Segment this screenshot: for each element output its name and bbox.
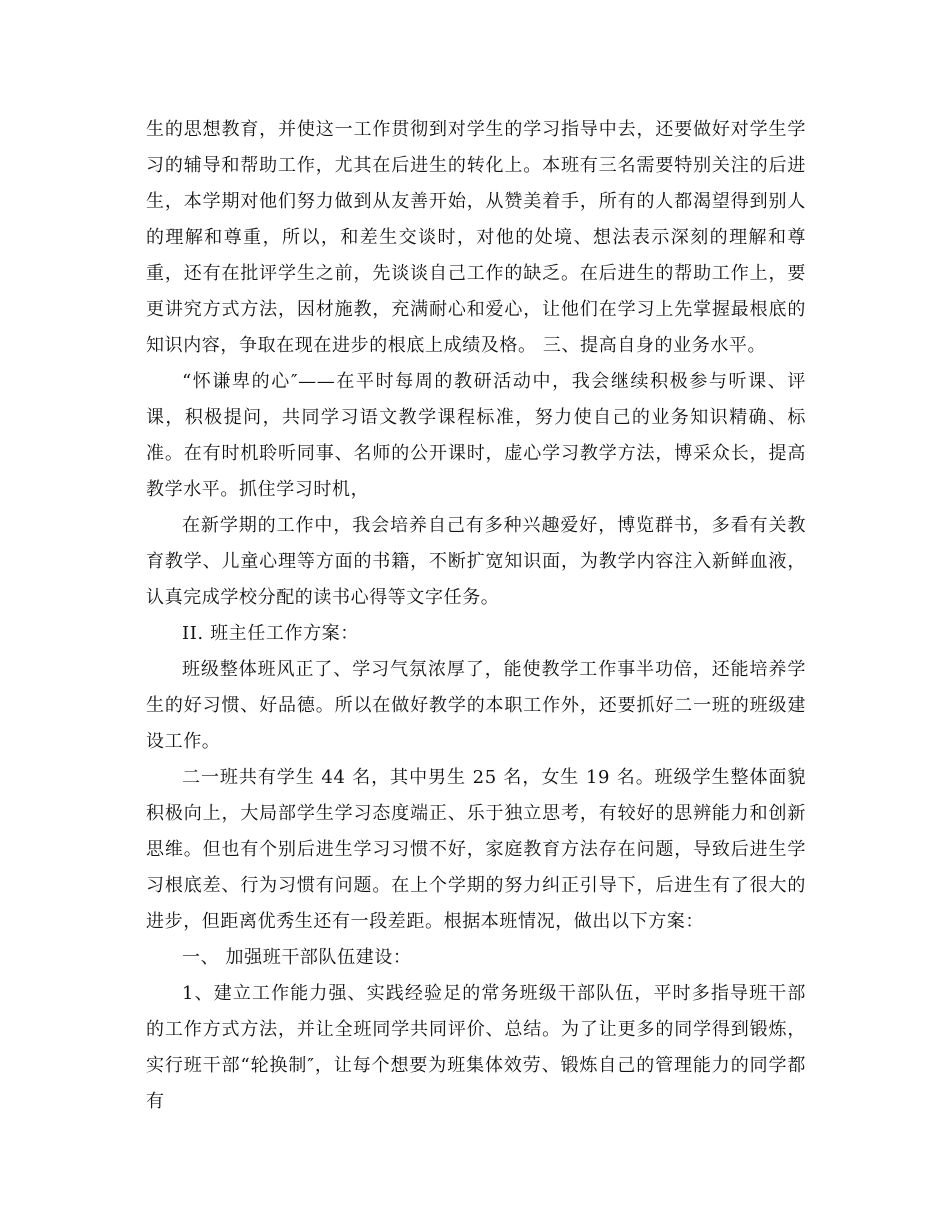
- subheading-class-cadre: 一、 加强班干部队伍建设：: [182, 947, 412, 968]
- paragraph-reading-plan: 在新学期的工作中，我会培养自己有多种兴趣爱好，博览群书，多看有关教育教学、儿童心理等方面的书籍，不断扩宽知识面，为教学内容注入新鲜血液，认真完成学校分配的读书心得等文字任务。: [146, 515, 806, 608]
- paragraph-class-overview: 二一班共有学生 44 名，其中男生 25 名，女生 19 名。班级学生整体面貌积极向上，大局部学生学习态度端正、乐于独立思考，有较好的思辨能力和创新思维。但也有个别后进生学习习惯不好，家庭教育方法存在问题，导致后进生学习根底差、行为习惯有问题。在上个学期的努力纠正引导下，后进生有了很大的进步，但距离优秀生还有一段差距。根据本班情况，做出以下方案：: [146, 767, 806, 932]
- paragraph-student-guidance: 生的思想教育，并使这一工作贯彻到对学生的学习指导中去，还要做好对学生学习的辅导和帮助工作，尤其在后进生的转化上。本班有三名需要特别关注的后进生，本学期对他们努力做到从友善开始，从赞美着手，所有的人都渴望得到别人的理解和尊重，所以，和差生交谈时，对他的处境、想法表示深刻的理解和尊重，还有在批评学生之前，先谈谈自己工作的缺乏。在后进生的帮助工作上，要更讲究方式方法，因材施教，充满耐心和爱心，让他们在学习上先掌握最根底的知识内容，争取在现在进步的根底上成绩及格。 三、提高自身的业务水平。: [146, 119, 806, 356]
- paragraph-class-atmosphere: 班级整体班风正了、学习气氛浓厚了，能使教学工作事半功倍，还能培养学生的好习惯、好品德。所以在做好教学的本职工作外，还要抓好二一班的班级建设工作。: [146, 659, 806, 752]
- paragraph-cadre-team: 1、建立工作能力强、实践经验足的常务班级干部队伍，平时多指导班干部的工作方式方法，并让全班同学共同评价、总结。为了让更多的同学得到锻炼，实行班干部“轮换制″，让每个想要为班集体效劳、锻炼自己的管理能力的同学都有: [146, 983, 806, 1112]
- paragraph-professional-growth: “怀谦卑的心″——在平时每周的教研活动中，我会继续积极参与听课、评课，积极提问，共同学习语文教学课程标准，努力使自己的业务知识精确、标准。在有时机聆听同事、名师的公开课时，虚心学习教学方法，博采众长，提高教学水平。抓住学习时机，: [146, 371, 806, 500]
- document-body: [146, 112, 806, 1120]
- section-heading-class-teacher-plan: II. 班主任工作方案：: [182, 623, 359, 644]
